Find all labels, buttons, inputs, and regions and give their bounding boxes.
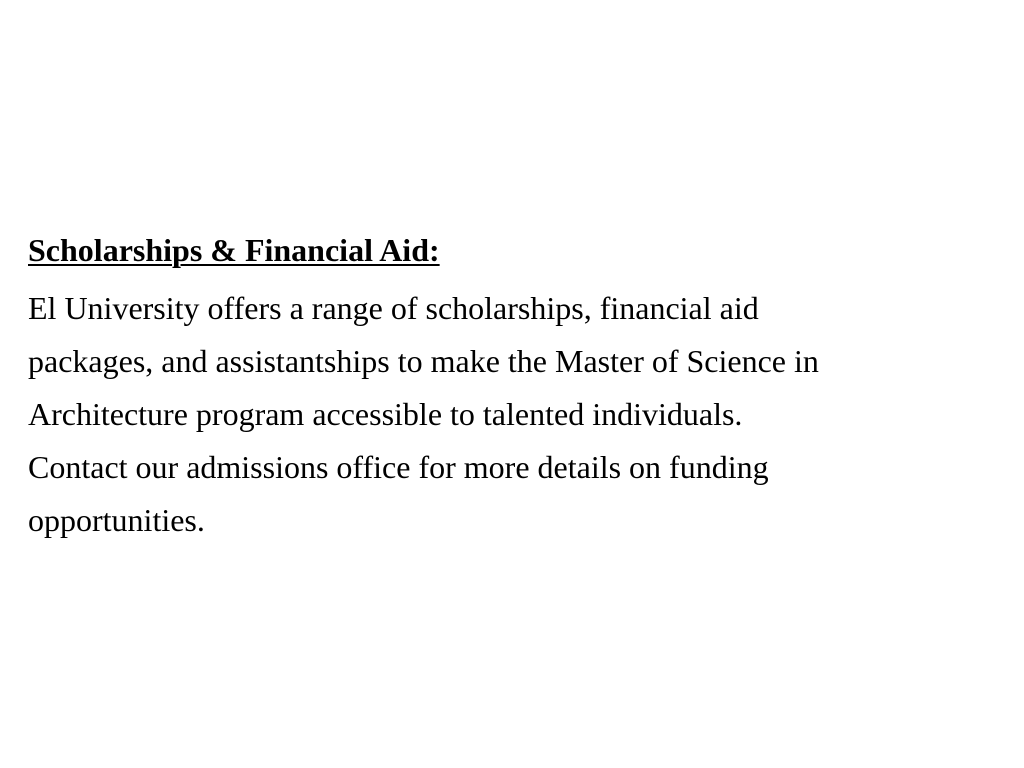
content-block [28, 226, 1008, 547]
section-heading: Scholarships & Financial Aid: [28, 232, 440, 268]
body-line: Contact our admissions office for more details on funding [28, 449, 769, 485]
body-paragraph [28, 282, 1008, 547]
body-line: El University offers a range of scholarships, financial aid [28, 290, 759, 326]
body-line: opportunities. [28, 502, 205, 538]
body-line: Architecture program accessible to talented individuals. [28, 396, 743, 432]
body-line: packages, and assistantships to make the Master of Science in [28, 343, 819, 379]
